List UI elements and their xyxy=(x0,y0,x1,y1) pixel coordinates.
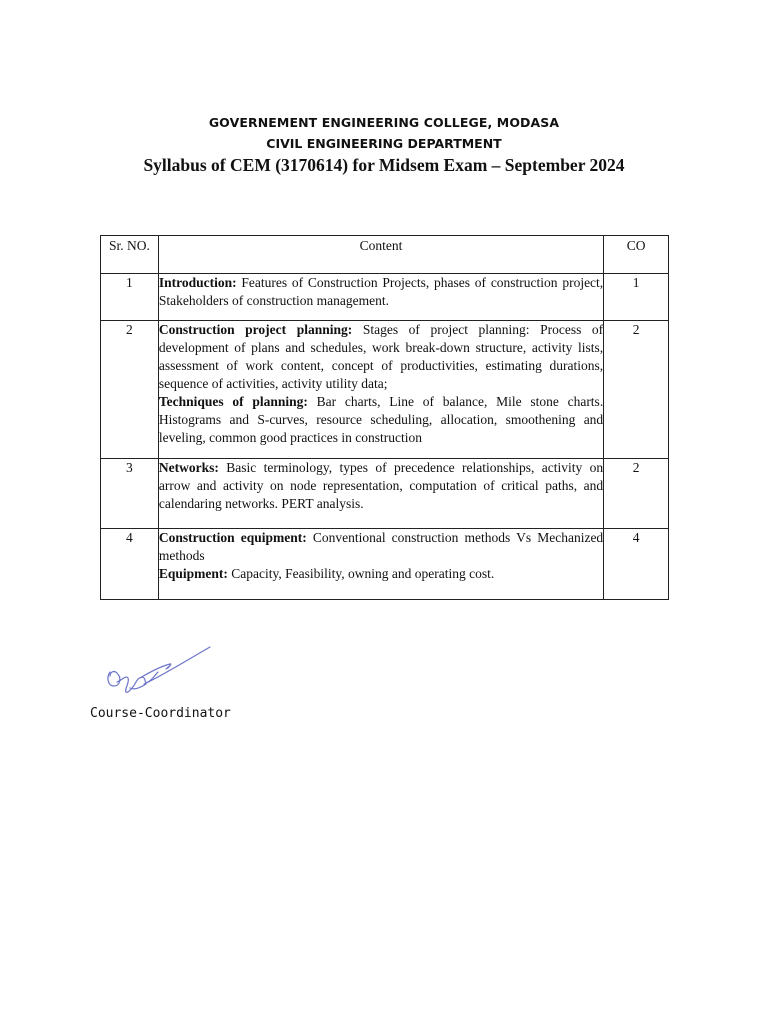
topic-text: Capacity, Feasibility, owning and operating cost. xyxy=(227,566,495,581)
header-co: CO xyxy=(604,236,669,274)
topic-label: Construction equipment: xyxy=(158,530,307,545)
header-sr-no: Sr. NO. xyxy=(101,236,159,274)
sr-no-cell: 2 xyxy=(101,321,159,459)
content-cell xyxy=(158,529,603,600)
topic-label: Networks: xyxy=(158,460,219,475)
sr-no-cell: 1 xyxy=(101,274,159,321)
signature-icon xyxy=(100,642,215,702)
topic-label: Introduction: xyxy=(158,275,237,290)
table-header-row xyxy=(101,236,669,274)
header-content: Content xyxy=(158,236,603,274)
topic-text: Features of Construction Projects, phases of construction project, Stakeholders of construction management. xyxy=(158,275,604,308)
sr-no-cell: 4 xyxy=(101,529,159,600)
topic-paragraph xyxy=(159,565,603,583)
topic-label: Techniques of planning: xyxy=(158,394,308,409)
topic-label: Equipment: xyxy=(158,566,228,581)
college-name: GOVERNEMENT ENGINEERING COLLEGE, MODASA xyxy=(208,115,560,130)
table-row xyxy=(101,321,669,459)
topic-paragraph xyxy=(159,321,603,393)
co-cell: 2 xyxy=(604,459,669,529)
table-row xyxy=(101,459,669,529)
topic-text: Basic terminology, types of precedence relationships, activity on arrow and activity on node representation, computation of critical paths, and calendaring networks. PERT analysis. xyxy=(158,460,604,511)
co-cell: 2 xyxy=(604,321,669,459)
content-cell xyxy=(158,321,603,459)
topic-text: Conventional construction methods Vs Mechanized methods xyxy=(158,530,604,563)
co-cell: 4 xyxy=(604,529,669,600)
topic-label: Construction project planning: xyxy=(158,322,353,337)
topic-paragraph xyxy=(159,459,603,513)
topic-paragraph xyxy=(159,529,603,565)
co-cell: 1 xyxy=(604,274,669,321)
topic-text: Stages of project planning: Process of development of plans and schedules, work break-down structure, activity lists, assessment of work content, concept of productivities, estimating durations, sequence of activities, activity utility data; xyxy=(158,322,604,391)
page-title: Syllabus of CEM (3170614) for Midsem Exam – September 2024 xyxy=(143,155,625,175)
topic-text: Bar charts, Line of balance, Mile stone charts. Histograms and S-curves, resource scheduling, allocation, smoothening and leveling, common good practices in construction xyxy=(158,394,604,445)
sr-no-cell: 3 xyxy=(101,459,159,529)
department-name: CIVIL ENGINEERING DEPARTMENT xyxy=(266,136,502,151)
syllabus-table xyxy=(100,235,669,600)
table-row xyxy=(101,274,669,321)
topic-paragraph xyxy=(159,274,603,310)
course-coordinator-label: Course-Coordinator xyxy=(90,706,231,721)
content-cell xyxy=(158,459,603,529)
topic-paragraph xyxy=(159,393,603,447)
content-cell xyxy=(158,274,603,321)
table-row xyxy=(101,529,669,600)
